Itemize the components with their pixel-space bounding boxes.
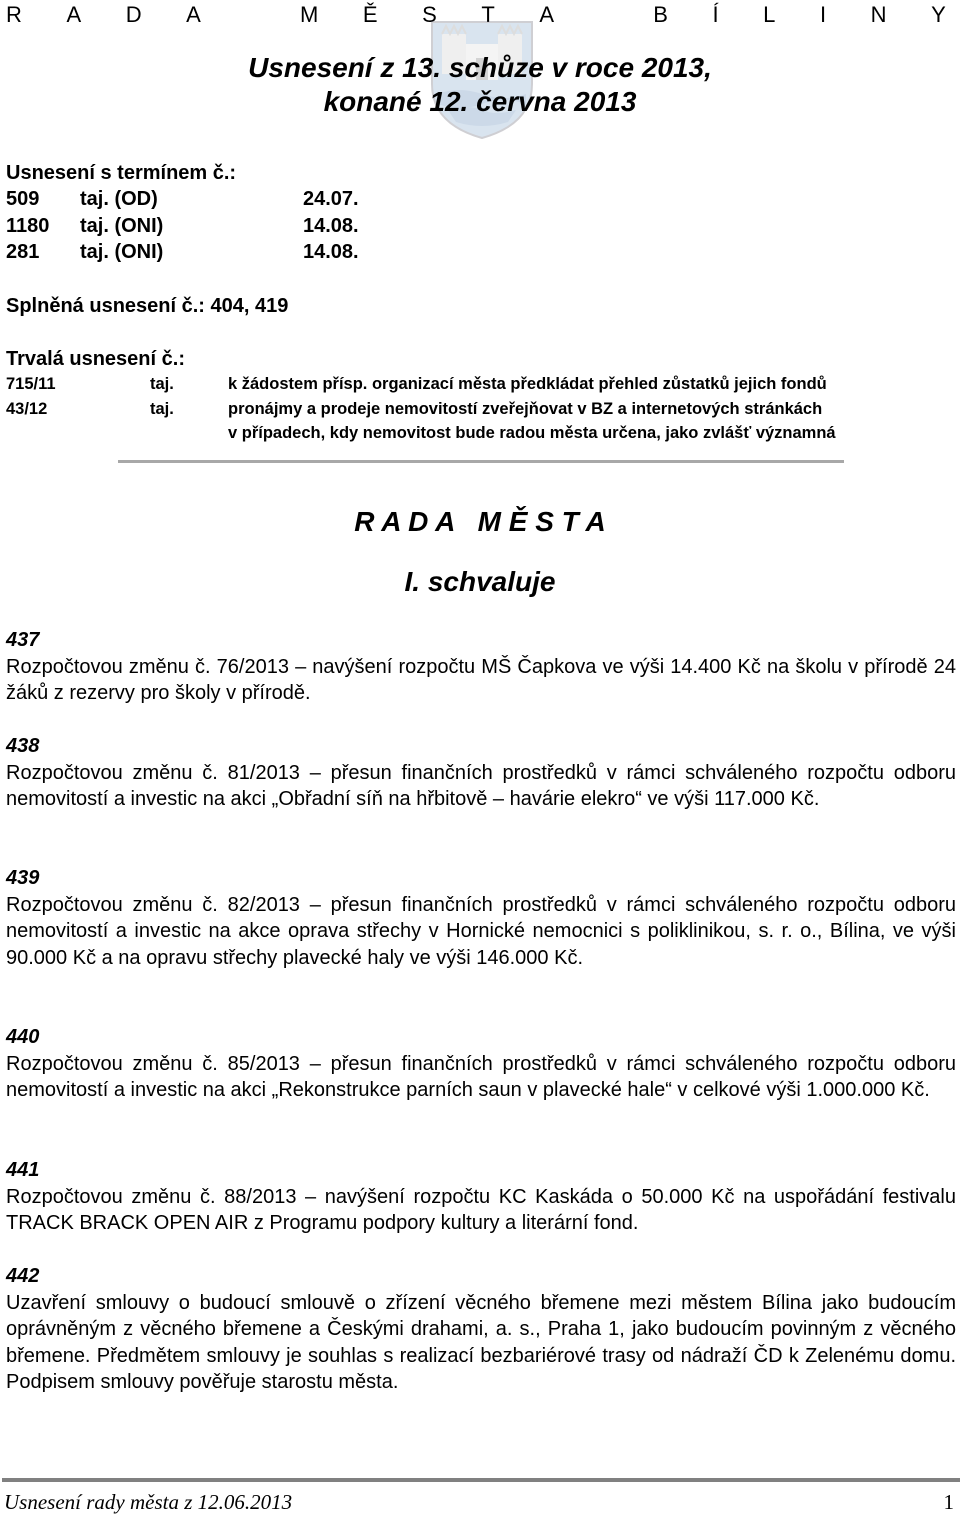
deadline-num: 1180 xyxy=(6,215,50,237)
deadline-date: 24.07. xyxy=(303,188,359,210)
permanent-text: k žádostem přísp. organizací města předkládat přehled zůstatků jejich fondů xyxy=(228,375,827,393)
letterhead-letter: A xyxy=(539,2,555,27)
council-heading: R A D A M Ě S T A xyxy=(354,506,606,537)
footer-divider xyxy=(2,1478,960,1482)
resolution-442 xyxy=(6,1263,956,1396)
permanent-num: 715/11 xyxy=(6,375,56,393)
deadline-type: taj. (ONI) xyxy=(80,241,164,263)
page-number: 1 xyxy=(943,1490,954,1514)
resolution-number: 441 xyxy=(6,1159,40,1181)
letterhead-letter: A xyxy=(186,2,201,27)
approves-heading: I. schvaluje xyxy=(404,566,556,597)
letterhead-letter: T xyxy=(481,2,495,27)
letterhead-letter: D xyxy=(125,2,142,27)
letterhead-letter: S xyxy=(422,2,437,27)
deadline-num: 509 xyxy=(6,188,40,210)
resolution-number: 442 xyxy=(6,1265,40,1287)
resolution-text: Rozpočtovou změnu č. 82/2013 – přesun finančních prostředků v rámci schváleného rozpočtu odboru nemovitostí a investic na akce oprava střechy v Hornické nemocnici s poliklinikou, s. r. o., Bílina, ve výši 90.000 Kč a na opravu střechy plavecké haly ve výši 146.000 Kč. xyxy=(6,893,956,969)
letterhead-gap xyxy=(599,2,609,28)
deadline-type: taj. (OD) xyxy=(80,188,158,210)
footer-text: Usnesení rady města z 12.06.2013 xyxy=(4,1490,293,1514)
resolution-number: 438 xyxy=(6,735,40,757)
resolution-441 xyxy=(6,1157,956,1237)
letterhead-letter: Í xyxy=(712,2,719,27)
permanent-type: taj. xyxy=(150,400,174,418)
letterhead-letter: N xyxy=(870,2,887,27)
resolution-437 xyxy=(6,627,956,707)
deadline-type: taj. (ONI) xyxy=(80,215,164,237)
resolution-text: Rozpočtovou změnu č. 76/2013 – navýšení rozpočtu MŠ Čapkova ve výši 14.400 Kč na školu v přírodě 24 žáků z rezervy pro školy v přírodě. xyxy=(6,655,956,704)
resolution-number: 439 xyxy=(6,867,40,889)
resolution-number: 440 xyxy=(6,1026,40,1048)
fulfilled-resolutions: Splněná usnesení č.: 404, 419 xyxy=(6,295,289,317)
resolution-text: Rozpočtovou změnu č. 81/2013 – přesun finančních prostředků v rámci schváleného rozpočtu odboru nemovitostí a investic na akci „Obřadní síň na hřbitově – havárie elekro“ ve výši 117.000 Kč. xyxy=(6,761,956,810)
letterhead-letter: Ě xyxy=(362,2,378,27)
resolution-440 xyxy=(6,1024,956,1104)
deadlines-heading: Usnesení s termínem č.: xyxy=(6,162,237,184)
document-title-line-2: konané 12. června 2013 xyxy=(323,86,637,117)
resolution-text: Rozpočtovou změnu č. 88/2013 – navýšení rozpočtu KC Kaskáda o 50.000 Kč na uspořádání festivalu TRACK BRACK OPEN AIR z Programu podpory kultury a literární fond. xyxy=(6,1185,956,1234)
deadline-date: 14.08. xyxy=(303,215,359,237)
letterhead-letter: L xyxy=(763,2,776,27)
permanent-heading: Trvalá usnesení č.: xyxy=(6,348,185,370)
document-title-line-1: Usnesení z 13. schůze v roce 2013, xyxy=(248,52,712,83)
letterhead-letter: A xyxy=(66,2,82,27)
permanent-text-continued: v případech, kdy nemovitost bude radou města určena, jako zvlášť významná xyxy=(228,424,836,442)
letterhead-letter: M xyxy=(299,2,319,27)
letterhead-letter: Y xyxy=(931,2,946,27)
resolution-text: Rozpočtovou změnu č. 85/2013 – přesun finančních prostředků v rámci schváleného rozpočtu odboru nemovitostí a investic na akci „Rekonstrukce parních saun v plavecké hale“ v celkové výši 1.000.000 Kč. xyxy=(6,1052,956,1101)
resolution-438 xyxy=(6,733,956,813)
permanent-type: taj. xyxy=(150,375,174,393)
deadline-date: 14.08. xyxy=(303,241,359,263)
letterhead-gap xyxy=(245,2,255,28)
letterhead-letter: I xyxy=(819,2,827,27)
resolution-439 xyxy=(6,865,956,971)
deadline-num: 281 xyxy=(6,241,40,263)
section-divider xyxy=(118,460,844,463)
permanent-num: 43/12 xyxy=(6,400,48,418)
letterhead-letter: B xyxy=(653,2,668,27)
letterhead-letter: R xyxy=(6,2,22,27)
permanent-text: pronájmy a prodeje nemovitostí zveřejňovat v BZ a internetových stránkách xyxy=(228,400,823,418)
resolution-number: 437 xyxy=(6,629,40,651)
resolution-text: Uzavření smlouvy o budoucí smlouvě o zřízení věcného břemene mezi městem Bílina jako budoucím oprávněným z věcného břemene a Českými drahami, a. s., Praha 1, jako budoucím povinným z věcného břemene. Předmětem smlouvy je souhlas s realizací bezbariérové trasy od nádraží ČD k Zelenému domu. Podpisem smlouvy pověřuje starostu města. xyxy=(6,1291,956,1393)
